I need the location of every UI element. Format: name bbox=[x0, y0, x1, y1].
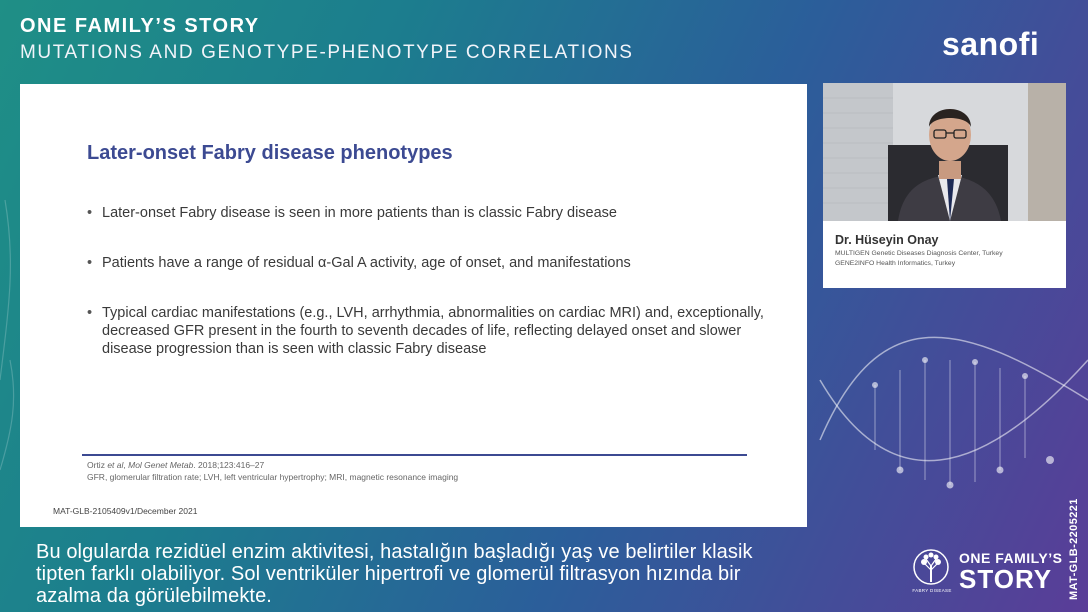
slide-title: Later-onset Fabry disease phenotypes bbox=[87, 142, 453, 164]
bullet-list bbox=[87, 204, 767, 358]
vertical-code: MAT-GLB-2205221 bbox=[1068, 498, 1080, 600]
sanofi-logo: sanofi bbox=[942, 26, 1040, 62]
bullet-item: • Typical cardiac manifestations (e.g., LVH, arrhythmia, abnormalities on cardiac MRI) and, exceptionally, decreased GFR present in the fourth to seventh decades of life, reflecting delayed onset and slower disease progression than is seen with classic Fabry disease bbox=[87, 304, 767, 358]
speaker-portrait-icon bbox=[823, 83, 1066, 221]
presentation-slide bbox=[20, 84, 807, 527]
ref-separator: , bbox=[123, 460, 129, 470]
one-familys-story-logo bbox=[912, 548, 1072, 598]
badge-label: FABRY DISEASE bbox=[912, 588, 952, 593]
abbreviations: GFR, glomerular filtration rate; LVH, left ventricular hypertrophy; MRI, magnetic resonance imaging bbox=[87, 472, 459, 482]
caption-line: azalma da görülebilmekte. bbox=[36, 585, 272, 607]
ref-authors: Ortiz bbox=[87, 460, 108, 470]
speaker-name: Dr. Hüseyin Onay bbox=[835, 233, 939, 247]
ref-etal: et al bbox=[107, 460, 124, 470]
subtitle-captions bbox=[36, 541, 896, 607]
header-title: ONE FAMILY’S STORY bbox=[20, 15, 260, 37]
tree-icon bbox=[912, 548, 950, 588]
slide-code: MAT-GLB-2105409v1/December 2021 bbox=[53, 506, 198, 516]
caption-line: tipten farklı olabiliyor. Sol ventriküler hipertrofi ve glomerül filtrasyon hızında bir bbox=[36, 563, 741, 585]
speaker-affiliation: GENE2INFO Health Informatics, Turkey bbox=[835, 260, 956, 267]
speaker-affiliation: MULTIGEN Genetic Diseases Diagnosis Center, Turkey bbox=[835, 250, 1003, 257]
references bbox=[87, 459, 458, 483]
reference-line bbox=[87, 459, 458, 471]
speaker-card bbox=[823, 83, 1066, 288]
ref-citation: . 2018;123:416–27 bbox=[193, 460, 265, 470]
ref-journal: Mol Genet Metab bbox=[128, 460, 194, 470]
bullet-item: • Patients have a range of residual α-Gal A activity, age of onset, and manifestations bbox=[87, 254, 767, 272]
bullet-item: • Later-onset Fabry disease is seen in more patients than is classic Fabry disease bbox=[87, 204, 767, 222]
header-subtitle: MUTATIONS AND GENOTYPE-PHENOTYPE CORRELATIONS bbox=[20, 42, 634, 63]
speaker-video bbox=[823, 83, 1066, 221]
caption-line: Bu olgularda rezidüel enzim aktivitesi, hastalığın başladığı yaş ve belirtiler klasik bbox=[36, 541, 753, 563]
logo-line-1: ONE FAMILY’S bbox=[959, 550, 1063, 566]
logo-line-2: STORY bbox=[959, 564, 1053, 594]
divider bbox=[82, 454, 747, 456]
